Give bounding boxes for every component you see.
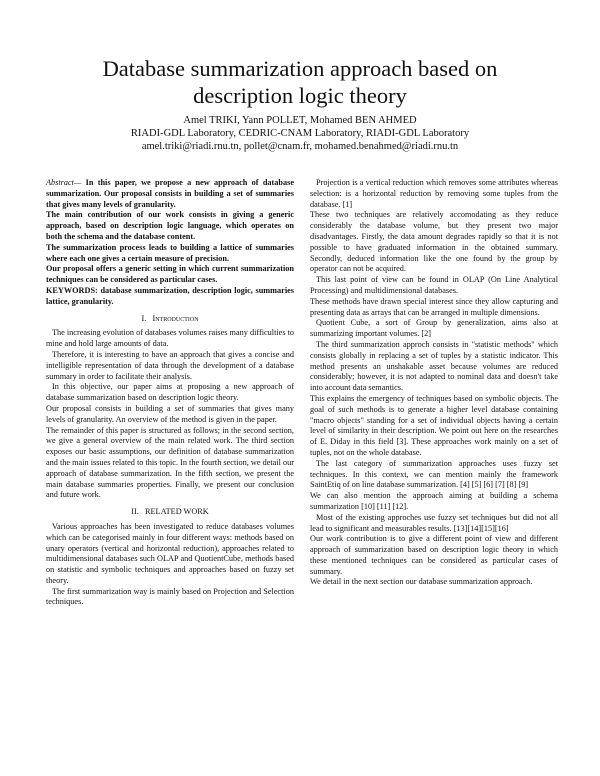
abstract-text-1: In this paper, we propose a new approach of database summarization. Our proposal consists in building a set of summaries that gives many levels of granularity. — [46, 178, 294, 209]
author-block — [60, 114, 540, 153]
title-line-1: Database summarization approach based on — [102, 56, 498, 81]
abstract-paragraph: The main contribution of our work consists in giving a generic approach, based on description logic language, which operates on both the schema and the database content. — [46, 210, 294, 241]
body-paragraph: In this objective, our paper aims at proposing a new approach of database summarization based on description logic theory. — [46, 382, 294, 403]
right-column — [310, 178, 558, 588]
section-number: I. — [141, 313, 147, 323]
body-paragraph: The increasing evolution of databases volumes raises many difficulties to mine and hold large amounts of data. — [46, 328, 295, 349]
body-paragraph: We detail in the next section our database summarization approach. — [310, 577, 533, 587]
section-heading-introduction — [46, 314, 294, 325]
body-paragraph: Most of the existing approches use fuzzy set techniques but did not all lead to significant and measurables results. [13][14][15][16] — [310, 512, 558, 533]
body-paragraph: Our work contribution is to give a different point of view and different approach of summarization based on description logic theory in which these mentioned techniques can be considered as particular cases of summary. — [310, 534, 558, 576]
author-names: Amel TRIKI, Yann POLLET, Mohamed BEN AHMED — [183, 115, 417, 126]
body-paragraph: We can also mention the approach aiming at building a schema summarization [10] [11] [12]. — [310, 491, 558, 511]
section-title: RELATED WORK — [144, 507, 209, 517]
title-line-2: description logic theory — [193, 83, 407, 108]
body-paragraph: Various approaches has been investigated to reduce databases volumes which can be categorised mainly in four different ways: methods based on unary operators (vertical and horizontal reduction), approaches related to multidimensional databases such OLAP and QuotientCube, methods based on statistic and symbolic techniques and approaches based on fuzzy set theory. — [46, 521, 294, 585]
abstract-paragraph: Our proposal offers a generic setting in which current summarization techniques can be considered as particular cases. — [46, 264, 294, 285]
section-title: Introduction — [152, 313, 199, 323]
body-paragraph: These methods have drawn special interest since they allow capturing and presenting data as arrays that can be arranged in multiple dimensions. — [310, 296, 558, 317]
keywords-paragraph — [46, 286, 294, 308]
body-paragraph: The last category of summarization approaches uses fuzzy set techniques. In this context, we can mention mainly the framework SaintEtiq of on line database summarization. [4] [5] [6] [7] [8] [9] — [310, 458, 558, 490]
body-paragraph: Projection is a vertical reduction which removes some attributes whereas selection: is a horizontal reduction by removing some tuples from the database. [1] — [310, 178, 558, 209]
left-column — [46, 178, 294, 608]
body-paragraph: Therefore, it is interesting to have an approach that gives a concise and intelligible representation of data through the development of a database summary in order to facilitate their analysis. — [46, 349, 294, 381]
author-emails: amel.triki@riadi.rnu.tn, pollet@cnam.fr, mohamed.benahmed@riadi.rnu.tn — [141, 141, 459, 152]
abstract-paragraph: The summarization process leads to building a lattice of summaries where each one gives a certain measure of precision. — [46, 242, 294, 263]
body-paragraph: The first summarization way is mainly based on Projection and Selection techniques. — [46, 586, 294, 607]
body-paragraph: These two techniques are relatively accomodating as they reduce considerably the database volume, but they present two major disadvantages. Firstly, the data amount degrades rapidly so that it is not possible to have graduated information in the obtained summary. Secondly, deduced information like the one found by the group by operator can not be acquired. — [310, 210, 558, 274]
keywords-label: KEYWORDS: — [46, 285, 98, 295]
body-paragraph: Quotient Cube, a sort of Group by generalization, aims also at summarizing important volumes. [2] — [310, 318, 558, 339]
body-paragraph: Our proposal consists in building a set of summaries that gives many levels of granularity. An overview of the method is given in the paper. — [46, 403, 294, 424]
section-heading-related-work — [46, 507, 294, 518]
paper-title — [60, 55, 540, 109]
abstract-label: Abstract — [46, 178, 74, 187]
body-paragraph: The third summarization approch consists in "statistic methods" which consists globally in replacing a set of tuples by a statistic indicator. This method presents an unshakable asset because volumes are reduced considerably; however, it is not adapted to nominal data and doesn't take into account data semantics. — [310, 339, 558, 393]
abstract-paragraph: Abstract— In this paper, we propose a new approach of database summarization. Our proposal consists in building a set of summaries that gives many levels of granularity. — [46, 178, 294, 209]
body-paragraph: This explains the emergency of techniques based on symbolic objects. The goal of such methods is to generate a higher level database containing "macro objects" standing for a set of individual objects having a certain level of similarity in their description. We point out here on the researches of E. Diday in this field [3]. These approaches work mainly on a set of tuples, not on the whole database. — [310, 393, 558, 457]
body-paragraph: This last point of view can be found in OLAP (On Line Analytical Processing) and multidimensional databases. — [310, 275, 558, 295]
keywords-text: database summarization, description logic, summaries lattice, granularity. — [46, 285, 294, 306]
body-paragraph: The remainder of this paper is structured as follows; in the second section, we give a general overview of the main related work. The third section exposes our basic assumptions, our definition of database summarization and the main issues related to this topic. In the fourth section, we detail our approach of database summarization. In the fifth section, we present the main database summaries properties. Finally, we present our conclusion and future work. — [46, 425, 294, 500]
author-affiliation: RIADI-GDL Laboratory, CEDRIC-CNAM Laboratory, RIADI-GDL Laboratory — [130, 128, 470, 139]
section-number: II. — [131, 507, 139, 517]
